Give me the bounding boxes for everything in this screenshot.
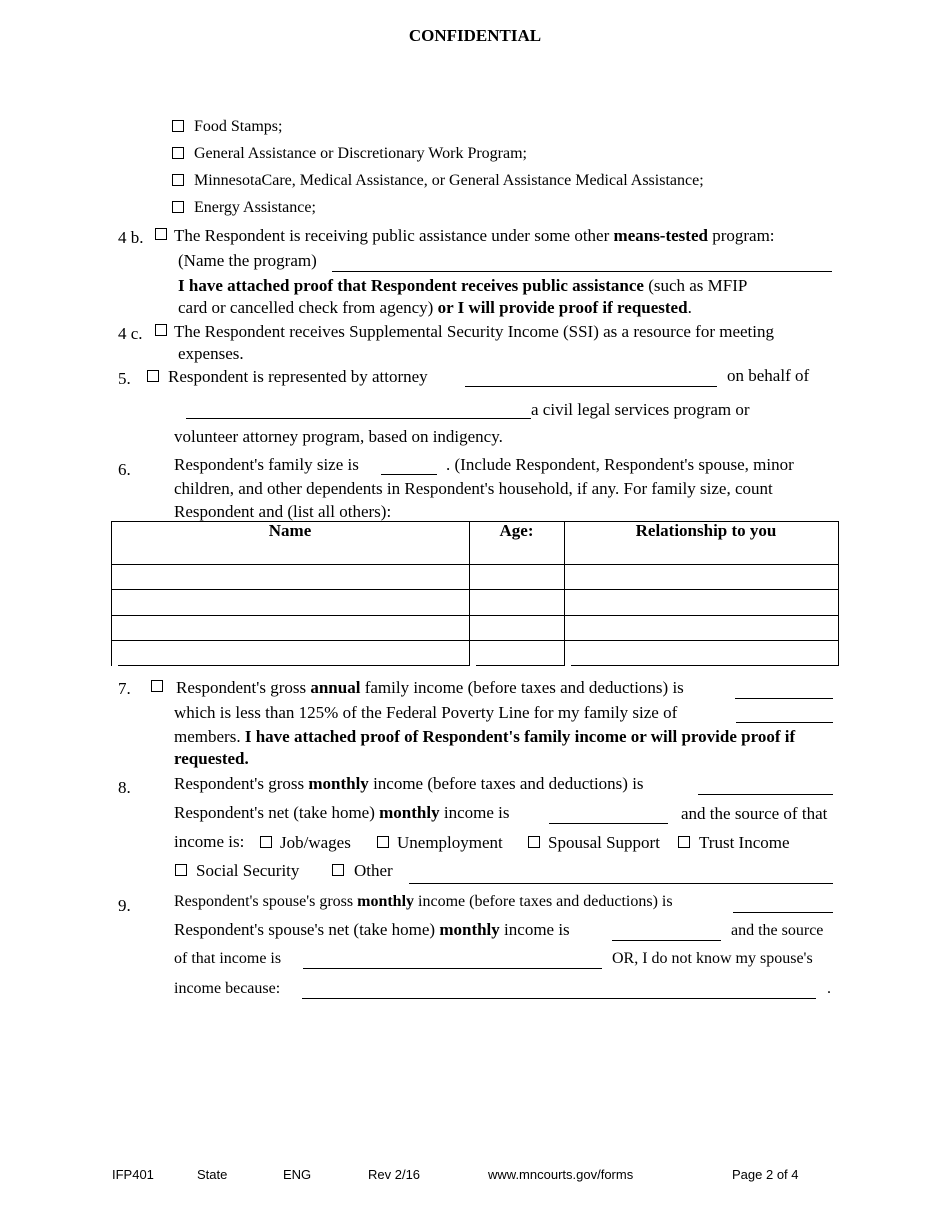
spouse-net-income-field[interactable] xyxy=(612,940,721,941)
on-behalf-label: on behalf of xyxy=(727,366,810,385)
section-5-text1: Respondent is represented by attorney xyxy=(168,367,428,386)
table-border-bottom xyxy=(118,665,469,666)
footer-page-number: Page 2 of 4 xyxy=(732,1167,799,1182)
trust-income-label: Trust Income xyxy=(699,833,790,852)
spouse-income-source-field[interactable] xyxy=(303,968,602,969)
section-7-number: 7. xyxy=(118,679,131,698)
section-5-checkbox[interactable] xyxy=(147,370,159,382)
table-header-relationship: Relationship to you xyxy=(635,521,777,540)
section-7-line3: members. I have attached proof of Respondent's family income or will provide proof if xyxy=(174,727,796,746)
section-5-text3: volunteer attorney program, based on indigency. xyxy=(174,427,503,446)
section-9-line3b: OR, I do not know my spouse's xyxy=(612,950,813,967)
program-name-field[interactable] xyxy=(332,271,832,272)
annual-income-field[interactable] xyxy=(735,698,833,699)
section-5-number: 5. xyxy=(118,369,131,388)
section-4b-number: 4 b. xyxy=(118,228,144,247)
section-5-text2: a civil legal services program or xyxy=(531,400,750,419)
footer-revision: Rev 2/16 xyxy=(368,1167,421,1182)
section-9-period: . xyxy=(827,980,831,997)
section-7-line2: which is less than 125% of the Federal Poverty Line for my family size of xyxy=(174,703,678,722)
section-9-line4a: income because: xyxy=(174,980,281,997)
minnesotacare-label: MinnesotaCare, Medical Assistance, or General Assistance Medical Assistance; xyxy=(194,172,704,189)
social-security-checkbox[interactable] xyxy=(175,864,187,876)
unemployment-checkbox[interactable] xyxy=(377,836,389,848)
unemployment-label: Unemployment xyxy=(397,833,503,852)
section-4b-checkbox[interactable] xyxy=(155,228,167,240)
table-row[interactable] xyxy=(112,565,838,589)
energy-assistance-label: Energy Assistance; xyxy=(194,199,316,216)
general-assistance-label: General Assistance or Discretionary Work Program; xyxy=(194,145,527,162)
footer-url[interactable]: www.mncourts.gov/forms xyxy=(488,1167,634,1182)
section-8-number: 8. xyxy=(118,778,131,797)
section-4c-line1: The Respondent receives Supplemental Security Income (SSI) as a resource for meeting xyxy=(174,322,774,341)
family-size-field[interactable] xyxy=(381,474,437,475)
section-6-text3: Respondent and (list all others): xyxy=(174,502,392,521)
section-6-text2: children, and other dependents in Respondent's household, if any. For family size, count xyxy=(174,479,773,498)
food-stamps-label: Food Stamps; xyxy=(194,118,283,135)
section-4b-proof-line1: I have attached proof that Respondent receives public assistance (such as MFIP xyxy=(178,276,748,295)
section-8-line1: Respondent's gross monthly income (before taxes and deductions) is xyxy=(174,774,644,793)
table-row[interactable] xyxy=(112,590,838,615)
section-6-number: 6. xyxy=(118,460,131,479)
social-security-label: Social Security xyxy=(196,861,300,880)
section-7-line1: Respondent's gross annual family income (before taxes and deductions) is xyxy=(176,678,684,697)
section-9-line1: Respondent's spouse's gross monthly income (before taxes and deductions) is xyxy=(174,893,673,910)
job-wages-checkbox[interactable] xyxy=(260,836,272,848)
section-6-text1b: . (Include Respondent, Respondent's spouse, minor xyxy=(446,455,794,474)
section-4b-proof-line2: card or cancelled check from agency) or I will provide proof if requested. xyxy=(178,298,692,317)
other-income-field[interactable] xyxy=(409,883,833,884)
section-9-source-label: and the source xyxy=(731,922,824,939)
table-row[interactable] xyxy=(112,616,838,640)
section-4b-text: The Respondent is receiving public assistance under some other means-tested program: xyxy=(174,226,775,245)
family-size-label: Respondent's family size is xyxy=(174,455,359,474)
footer-state: State xyxy=(197,1167,228,1182)
income-is-label: income is: xyxy=(174,832,245,851)
gross-monthly-income-field[interactable] xyxy=(698,794,833,795)
table-border-bottom xyxy=(571,665,839,666)
net-monthly-income-field[interactable] xyxy=(549,823,668,824)
source-label: and the source of that xyxy=(681,804,828,823)
section-7-line4: requested. xyxy=(174,749,249,768)
spouse-gross-income-field[interactable] xyxy=(733,912,833,913)
page-title: CONFIDENTIAL xyxy=(408,26,542,45)
program-name-label: (Name the program) xyxy=(178,251,317,270)
minnesotacare-checkbox[interactable] xyxy=(172,174,184,186)
footer-language: ENG xyxy=(283,1167,312,1182)
other-income-label: Other xyxy=(354,861,393,880)
job-wages-label: Job/wages xyxy=(280,833,351,852)
attorney-name-field[interactable] xyxy=(465,386,717,387)
table-header-name: Name xyxy=(268,521,312,540)
spousal-support-checkbox[interactable] xyxy=(528,836,540,848)
table-header-age: Age: xyxy=(499,521,534,540)
section-9-number: 9. xyxy=(118,896,131,915)
energy-assistance-checkbox[interactable] xyxy=(172,201,184,213)
general-assistance-checkbox[interactable] xyxy=(172,147,184,159)
table-border-right xyxy=(838,521,839,666)
footer-form-id: IFP401 xyxy=(112,1167,154,1182)
section-4c-number: 4 c. xyxy=(118,324,143,343)
section-4c-checkbox[interactable] xyxy=(155,324,167,336)
section-9-line2: Respondent's spouse's net (take home) monthly income is xyxy=(174,920,570,939)
legal-program-field[interactable] xyxy=(186,418,531,419)
spousal-support-label: Spousal Support xyxy=(548,833,660,852)
section-4c-line2: expenses. xyxy=(178,344,244,363)
other-income-checkbox[interactable] xyxy=(332,864,344,876)
section-7-checkbox[interactable] xyxy=(151,680,163,692)
food-stamps-checkbox[interactable] xyxy=(172,120,184,132)
section-9-line3a: of that income is xyxy=(174,950,282,967)
section-8-line2: Respondent's net (take home) monthly income is xyxy=(174,803,510,822)
table-row[interactable] xyxy=(112,641,838,665)
table-border-bottom xyxy=(476,665,564,666)
poverty-family-size-field[interactable] xyxy=(736,722,833,723)
unknown-income-reason-field[interactable] xyxy=(302,998,816,999)
trust-income-checkbox[interactable] xyxy=(678,836,690,848)
